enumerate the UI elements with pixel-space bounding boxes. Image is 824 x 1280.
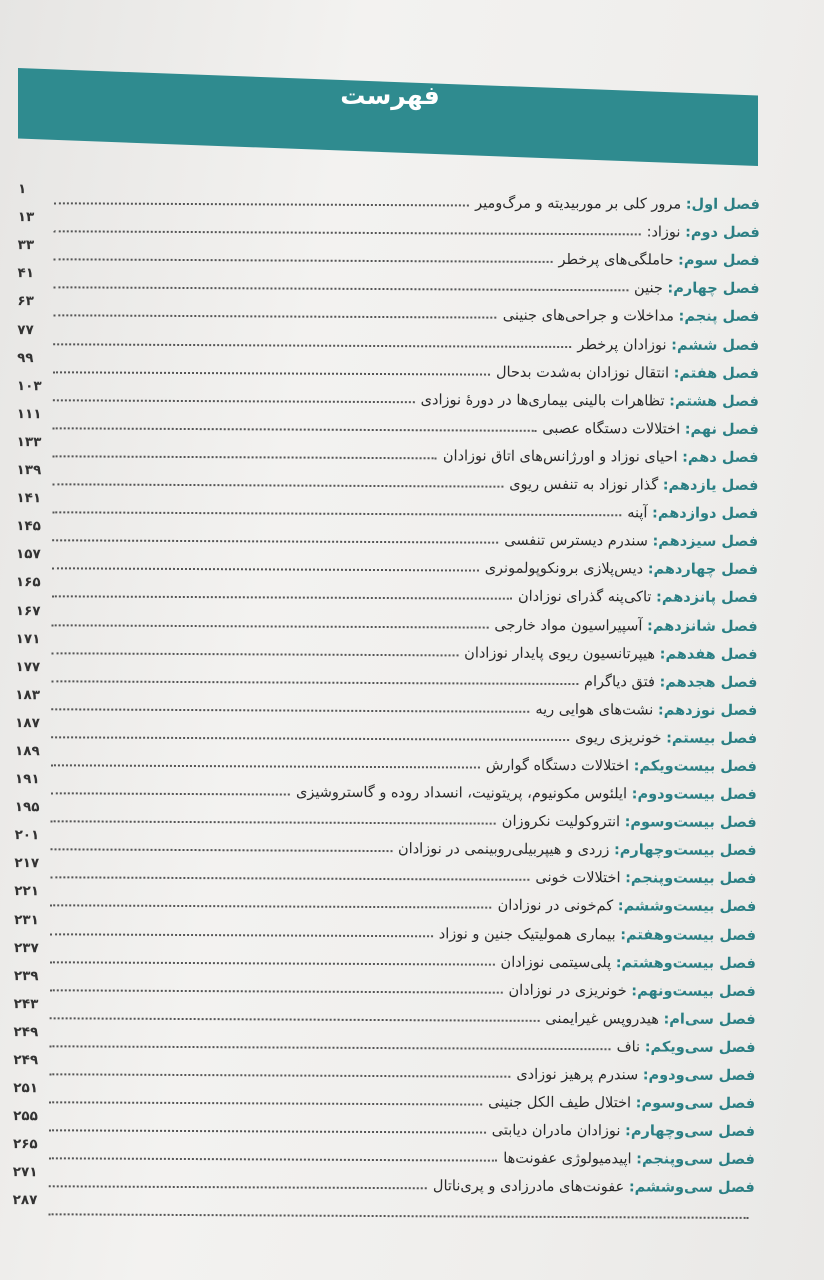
chapter-title: انتقال نوزادان به‌شدت بدحال bbox=[495, 364, 670, 382]
toc-entry bbox=[13, 1137, 755, 1169]
toc-entry bbox=[17, 266, 759, 298]
chapter-title: مرور کلی بر موربیدیته و مرگ‌ومیر bbox=[475, 195, 682, 213]
chapter-label: فصل سی‌وسوم: bbox=[635, 1095, 756, 1113]
page-number: ۲۴۹ bbox=[13, 1052, 39, 1069]
toc-entry-title bbox=[516, 1067, 755, 1085]
chapter-label: فصل بیست‌وششم: bbox=[617, 898, 757, 916]
page-number: ۲۶۵ bbox=[12, 1136, 38, 1153]
chapter-title: خونریزی ریوی bbox=[575, 729, 662, 747]
toc-entry-title bbox=[504, 533, 758, 551]
dot-leader bbox=[50, 961, 495, 965]
chapter-label: فصل نوزدهم: bbox=[657, 702, 758, 719]
chapter-title: نوزادان مادران دیابتی bbox=[491, 1122, 621, 1140]
toc-entry-title bbox=[488, 1095, 755, 1113]
toc-entry-title bbox=[485, 561, 758, 579]
toc-entry-title bbox=[421, 392, 759, 411]
chapter-title: حاملگی‌های پرخطر bbox=[558, 252, 674, 269]
chapter-title: اختلالات دستگاه گوارش bbox=[485, 757, 630, 775]
dot-leader bbox=[49, 1101, 482, 1105]
toc-entry-title bbox=[433, 1179, 755, 1198]
toc-entry-title bbox=[558, 252, 759, 270]
page-title: فهرست bbox=[340, 81, 440, 110]
chapter-title: آپنه bbox=[627, 505, 648, 522]
toc-entry bbox=[14, 941, 756, 973]
page-number: ۲۸۷ bbox=[12, 1192, 38, 1209]
dot-leader bbox=[51, 736, 569, 741]
dot-leader bbox=[50, 905, 491, 909]
page-number: ۲۰۱ bbox=[14, 827, 40, 844]
toc-entry bbox=[16, 604, 758, 636]
chapter-title: نشت‌های هوایی ریه bbox=[535, 701, 654, 719]
dot-leader bbox=[52, 568, 479, 572]
dot-leader bbox=[51, 708, 529, 713]
chapter-title: هیدروپس غیرایمنی bbox=[545, 1010, 659, 1028]
page-number: ۱۹۵ bbox=[14, 799, 40, 816]
toc-entry bbox=[15, 688, 757, 720]
chapter-label: فصل پانزدهم: bbox=[656, 589, 758, 607]
chapter-label: فصل بیست‌وهفتم: bbox=[620, 926, 757, 944]
chapter-title: جنین bbox=[634, 280, 663, 297]
page-number: ۱۳۳ bbox=[16, 434, 42, 451]
chapter-label: فصل بیست‌ویکم: bbox=[633, 758, 757, 775]
chapter-title: مداخلات و جراحی‌های جنینی bbox=[502, 308, 674, 326]
page-number: ۱۴۱ bbox=[16, 490, 42, 507]
toc-entry-title bbox=[627, 505, 758, 523]
table-of-contents bbox=[13, 182, 760, 1225]
toc-entry bbox=[14, 997, 756, 1029]
toc-entry-title bbox=[577, 337, 759, 355]
dot-leader bbox=[52, 596, 512, 600]
toc-entry bbox=[16, 547, 758, 579]
toc-entry-title bbox=[492, 1123, 755, 1141]
chapter-label: فصل بیست‌وهشتم: bbox=[615, 954, 756, 972]
page-number: ۱ bbox=[17, 181, 27, 198]
page-number: ۱۶۵ bbox=[15, 574, 41, 591]
chapter-title: دیس‌پلازی برونکوپولمونری bbox=[484, 560, 644, 578]
chapter-label: فصل اول: bbox=[685, 196, 760, 214]
page-number: ۲۴۳ bbox=[13, 995, 39, 1013]
chapter-title: ناف bbox=[616, 1039, 641, 1056]
chapter-label: فصل نهم: bbox=[684, 421, 759, 438]
page-number: ۱۸۳ bbox=[15, 686, 41, 704]
toc-entry bbox=[15, 772, 757, 804]
chapter-label: فصل بیست‌وسوم: bbox=[624, 814, 757, 832]
page-number: ۳۳ bbox=[17, 237, 35, 254]
toc-entry bbox=[17, 294, 759, 326]
page-number: ۱۹۱ bbox=[14, 771, 40, 788]
page-number: ۲۳۷ bbox=[13, 939, 39, 956]
page-number: ۲۱۷ bbox=[14, 855, 40, 872]
toc-entry-title bbox=[509, 477, 758, 495]
toc-entry bbox=[16, 575, 758, 607]
toc-entry bbox=[18, 182, 760, 214]
chapter-label: فصل شانزدهم: bbox=[647, 617, 758, 635]
chapter-label: فصل ششم: bbox=[671, 337, 760, 354]
chapter-label: فصل هفدهم: bbox=[659, 646, 758, 663]
toc-entry-title bbox=[518, 589, 758, 607]
dot-leader bbox=[52, 652, 459, 656]
toc-entry-title bbox=[503, 308, 760, 326]
chapter-title: نوزادان پرخطر bbox=[577, 336, 667, 354]
chapter-label: فصل دوم: bbox=[685, 224, 760, 242]
toc-entry bbox=[13, 1109, 755, 1141]
page-number: ۴۱ bbox=[17, 265, 35, 282]
toc-entry-title bbox=[575, 730, 757, 748]
chapter-label: فصل سی‌ام: bbox=[663, 1011, 756, 1028]
dot-leader bbox=[51, 764, 480, 768]
chapter-title: ایلئوس مکونیوم، پریتونیت، انسداد روده و گاستروشیزی bbox=[295, 784, 628, 803]
toc-entry-title bbox=[634, 281, 759, 299]
toc-entry-title bbox=[542, 421, 759, 439]
toc-entry bbox=[16, 463, 758, 495]
dot-leader bbox=[52, 624, 489, 628]
toc-entry bbox=[15, 800, 757, 832]
chapter-label: فصل بیست‌ودوم: bbox=[631, 786, 757, 804]
dot-leader bbox=[49, 1158, 497, 1162]
toc-entry-title bbox=[647, 225, 760, 243]
page-number: ۲۴۹ bbox=[13, 1024, 39, 1041]
toc-entry bbox=[18, 238, 760, 270]
page-number: ۲۵۱ bbox=[13, 1080, 39, 1097]
dot-leader bbox=[49, 1073, 510, 1077]
toc-entry-title bbox=[545, 1011, 755, 1029]
toc-entry bbox=[17, 435, 759, 467]
dot-leader bbox=[51, 680, 578, 685]
chapter-label: فصل چهارم: bbox=[667, 280, 760, 298]
dot-leader bbox=[54, 259, 553, 264]
dot-leader bbox=[51, 849, 393, 853]
page-number: ۲۵۵ bbox=[13, 1108, 38, 1125]
dot-leader bbox=[51, 820, 496, 824]
chapter-label: فصل بیست‌وچهارم: bbox=[613, 842, 757, 860]
dot-leader bbox=[49, 1045, 610, 1050]
chapter-label: فصل هجدهم: bbox=[659, 674, 758, 691]
chapter-title: اختلال طیف الکل جنینی bbox=[488, 1094, 632, 1112]
toc-entry-title bbox=[439, 926, 756, 945]
chapter-title: سندرم دیسترس تنفسی bbox=[504, 532, 648, 550]
page-number: ۷۷ bbox=[17, 321, 34, 338]
dot-leader bbox=[52, 540, 498, 544]
chapter-title: کم‌خونی در نوزادان bbox=[497, 898, 614, 915]
chapter-label: فصل سی‌وپنجم: bbox=[636, 1151, 755, 1169]
toc-entry bbox=[15, 716, 757, 748]
page-number: ۱۸۹ bbox=[14, 743, 40, 760]
page-number: ۱۶۷ bbox=[15, 602, 41, 619]
chapter-label: فصل سوم: bbox=[678, 252, 760, 270]
page-number: ۱۵۷ bbox=[16, 546, 41, 563]
toc-entry bbox=[16, 491, 758, 523]
chapter-label: فصل دهم: bbox=[682, 449, 759, 466]
dot-leader bbox=[53, 315, 496, 319]
toc-entry bbox=[14, 828, 756, 860]
chapter-label: فصل هفتم: bbox=[673, 365, 760, 382]
page-number: ۱۱۱ bbox=[16, 405, 42, 423]
toc-entry bbox=[17, 323, 759, 355]
page-number: ۲۲۱ bbox=[14, 883, 40, 900]
page-number: ۱۸۷ bbox=[15, 714, 40, 732]
dot-leader bbox=[54, 230, 641, 235]
toc-entry bbox=[16, 632, 758, 664]
chapter-label: فصل بیست‌ونهم: bbox=[631, 983, 756, 1000]
chapter-label: فصل سیزدهم: bbox=[652, 533, 759, 551]
page-number: ۱۴۵ bbox=[16, 518, 41, 535]
chapter-label: فصل سی‌وششم: bbox=[628, 1179, 755, 1197]
toc-entry-title bbox=[502, 814, 757, 832]
chapter-label: فصل سی‌ودوم: bbox=[642, 1067, 756, 1084]
chapter-label: فصل یازدهم: bbox=[662, 477, 759, 495]
toc-entry-title bbox=[503, 1151, 755, 1169]
chapter-label: فصل بیستم: bbox=[666, 730, 758, 747]
page-number: ۱۳۹ bbox=[16, 462, 42, 479]
chapter-title: زردی و هیپربیلی‌روبینمی در نوزادان bbox=[398, 841, 610, 859]
dot-leader bbox=[50, 877, 529, 882]
toc-entry bbox=[16, 519, 758, 551]
toc-entry-title bbox=[464, 645, 757, 664]
dot-leader bbox=[49, 1129, 486, 1133]
dot-leader bbox=[49, 1214, 749, 1220]
page-number: ۱۷۷ bbox=[15, 658, 41, 675]
chapter-title: نوزاد: bbox=[646, 224, 681, 241]
toc-entry bbox=[14, 856, 756, 888]
dot-leader bbox=[52, 483, 503, 487]
chapter-label: فصل پنجم: bbox=[678, 309, 760, 326]
chapter-title: احیای نوزاد و اورژانس‌های اتاق نوزادان bbox=[442, 448, 678, 466]
toc-entry bbox=[17, 351, 759, 383]
chapter-title: تاکی‌پنه گذرای نوزادان bbox=[517, 589, 652, 606]
dot-leader bbox=[53, 371, 490, 375]
toc-entry bbox=[13, 1025, 755, 1057]
toc-entry bbox=[14, 884, 756, 916]
toc-entry-title bbox=[584, 674, 757, 692]
toc-entry-title bbox=[496, 364, 759, 382]
page-number: ۹۹ bbox=[17, 349, 34, 366]
chapter-title: بیماری همولیتیک جنین و نوزاد bbox=[438, 925, 616, 943]
dot-leader bbox=[53, 455, 437, 459]
toc-entry-title bbox=[398, 841, 757, 860]
chapter-title: اختلالات خونی bbox=[535, 870, 621, 887]
toc-entry-title bbox=[498, 898, 757, 916]
chapter-title: هیپرتانسیون ریوی پایدار نوزادان bbox=[464, 645, 656, 663]
dot-leader bbox=[49, 1186, 427, 1190]
chapter-title: انتروکولیت نکروزان bbox=[501, 813, 621, 831]
dot-leader bbox=[52, 511, 621, 516]
toc-entry-title bbox=[494, 617, 757, 635]
chapter-label: فصل سی‌وچهارم: bbox=[625, 1123, 756, 1141]
page-number: ۶۳ bbox=[17, 293, 34, 310]
toc-entry-title bbox=[486, 758, 757, 776]
chapter-title: تظاهرات بالینی بیماری‌ها در دورهٔ نوزادی bbox=[420, 391, 665, 410]
page-number: ۱۷۱ bbox=[15, 630, 41, 647]
toc-entry bbox=[13, 1081, 755, 1113]
chapter-title: اپیدمیولوژی عفونت‌ها bbox=[503, 1150, 632, 1168]
page-number: ۱۳ bbox=[17, 209, 35, 226]
toc-entry-title bbox=[508, 982, 755, 1000]
chapter-title: خونریزی در نوزادان bbox=[508, 982, 627, 1000]
toc-entry bbox=[15, 660, 757, 692]
toc-entry-title bbox=[617, 1039, 756, 1057]
dot-leader bbox=[53, 427, 537, 432]
page-number: ۱۰۳ bbox=[16, 377, 42, 394]
toc-entry bbox=[18, 210, 760, 242]
dot-leader bbox=[50, 1017, 540, 1022]
toc-entry-title bbox=[475, 196, 760, 214]
chapter-label: فصل چهاردهم: bbox=[647, 561, 759, 579]
page-number: ۲۳۹ bbox=[13, 967, 39, 984]
chapter-label: فصل سی‌ویکم: bbox=[644, 1039, 756, 1056]
chapter-title: آسپیراسیون مواد خارجی bbox=[494, 617, 643, 634]
chapter-title: گذار نوزاد به تنفس ریوی bbox=[509, 476, 659, 494]
dot-leader bbox=[51, 792, 290, 795]
page-number: ۲۳۱ bbox=[14, 911, 39, 928]
toc-entry bbox=[13, 1053, 755, 1085]
chapter-title: سندرم پرهیز نوزادی bbox=[516, 1066, 639, 1084]
chapter-title: فتق دیاگرام bbox=[584, 673, 655, 691]
toc-entry-title bbox=[501, 954, 756, 972]
toc-entry bbox=[15, 744, 757, 776]
page-number: ۲۷۱ bbox=[12, 1164, 38, 1181]
toc-entry-title bbox=[535, 870, 756, 888]
dot-leader bbox=[53, 343, 571, 348]
toc-entry bbox=[14, 969, 756, 1001]
dot-leader bbox=[50, 989, 503, 993]
toc-entry bbox=[17, 379, 759, 411]
toc-entry-title bbox=[443, 448, 759, 467]
dot-leader bbox=[53, 399, 415, 403]
dot-leader bbox=[53, 287, 628, 292]
toc-entry bbox=[17, 407, 759, 439]
dot-leader bbox=[50, 933, 433, 937]
chapter-label: فصل بیست‌وپنجم: bbox=[625, 870, 757, 888]
toc-entry-title bbox=[535, 702, 757, 720]
toc-entry bbox=[13, 1165, 755, 1197]
chapter-title: پلی‌سیتمی نوزادان bbox=[500, 954, 612, 971]
toc-entry bbox=[13, 1193, 755, 1225]
toc-entry bbox=[14, 913, 756, 945]
chapter-title: عفونت‌های مادرزادی و پری‌ناتال bbox=[432, 1178, 625, 1196]
chapter-label: فصل دوازدهم: bbox=[652, 505, 759, 523]
chapter-label: فصل هشتم: bbox=[669, 393, 759, 410]
chapter-title: اختلالات دستگاه عصبی bbox=[542, 420, 681, 438]
dot-leader bbox=[54, 202, 469, 206]
